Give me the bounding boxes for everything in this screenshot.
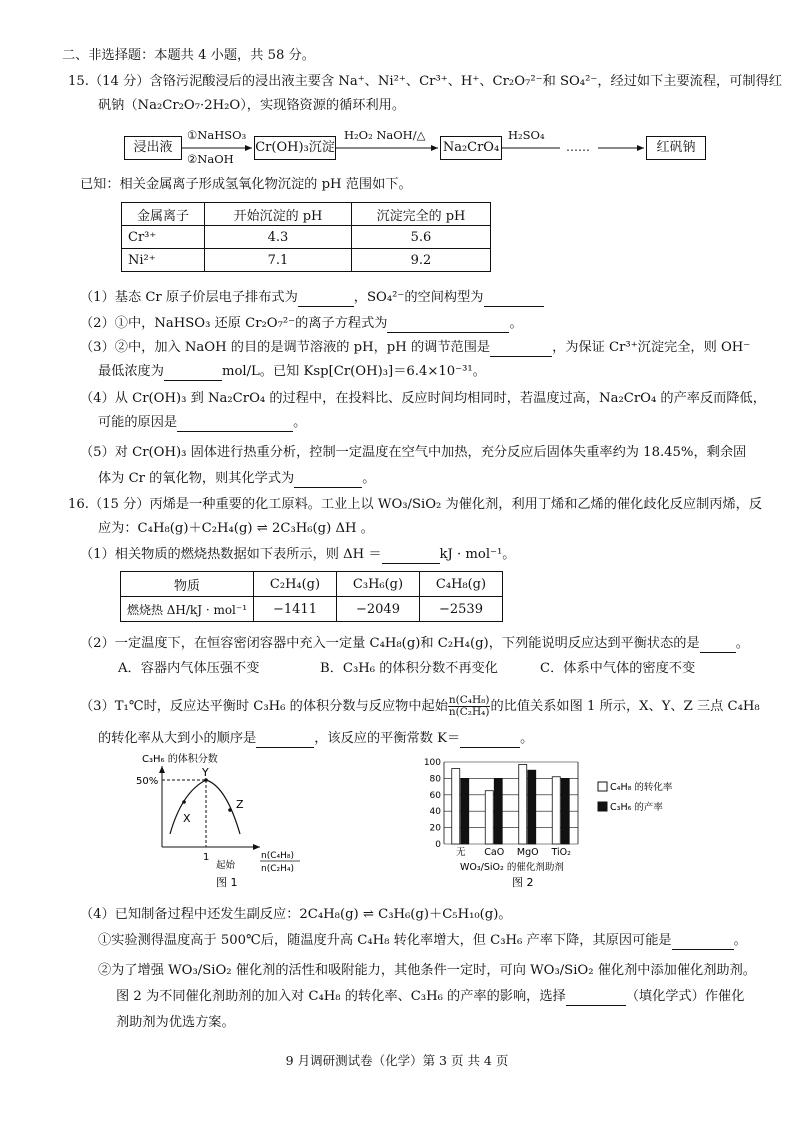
ratio-fraction xyxy=(448,695,491,718)
q15-p5-text: 体为 Cr 的氧化物，则其化学式为 xyxy=(98,471,295,486)
answer-blank[interactable] xyxy=(484,292,544,307)
table-header: C₃H₆(g) xyxy=(337,572,420,597)
q16-p3-text4: ，该反应的平衡常数 K＝ xyxy=(314,731,461,746)
fig1-xlabel-num: n(C₄H₈) xyxy=(261,851,294,861)
fig2-category-label: TiO₂ xyxy=(551,847,571,858)
q15-p3-text4: mol/L。已知 Ksp[Cr(OH)₃]＝6.4×10⁻³¹。 xyxy=(221,364,486,379)
q15-part5-line1: （5）对 Cr(OH)₃ 固体进行热重分析，控制一定温度在空气中加热，充分反应后固体失重率约为 18.45%，剩余固 xyxy=(80,445,747,460)
table-cell: −2539 xyxy=(420,597,503,622)
q16-p3-text: （3）T₁℃时，反应达平衡时 C₃H₆ 的体积分数与反应物中起始 xyxy=(80,699,448,714)
answer-blank[interactable] xyxy=(177,417,293,432)
fig2-ytick-label: 100 xyxy=(423,758,441,768)
answer-blank[interactable] xyxy=(164,366,222,381)
q15-part3-line1 xyxy=(80,339,750,357)
fig1-label-y: Y xyxy=(202,766,209,779)
table-header: 沉淀完全的 pH xyxy=(352,203,491,226)
fig2-category-label: CaO xyxy=(484,847,505,858)
table-cell: 7.1 xyxy=(205,249,352,272)
q16-p3-text3: 的转化率从大到小的顺序是 xyxy=(98,731,257,746)
table-cell: 燃烧热 ΔH/kJ · mol⁻¹ xyxy=(121,597,254,622)
table-cell: 4.3 xyxy=(205,226,352,249)
flow-step2-top: H₂O₂ NaOH/△ xyxy=(344,128,426,142)
fig2-bar-conversion xyxy=(485,791,493,844)
answer-blank[interactable] xyxy=(490,342,552,357)
fig2-bar-yield xyxy=(461,778,469,844)
flow-arrows xyxy=(0,0,794,200)
fig2-ytick-label: 20 xyxy=(429,823,441,834)
fig2-bar-conversion xyxy=(552,777,560,844)
answer-blank[interactable] xyxy=(298,292,354,307)
table-cell: 5.6 xyxy=(352,226,491,249)
q16-part2 xyxy=(80,635,749,653)
section-heading: 二、非选择题：本题共 4 小题，共 58 分。 xyxy=(62,48,315,63)
flow-step1-top: ①NaHSO₃ xyxy=(187,128,247,142)
answer-blank[interactable] xyxy=(256,733,314,748)
fig2-bar-yield xyxy=(494,778,502,844)
table-cell: −2049 xyxy=(337,597,420,622)
answer-blank[interactable] xyxy=(382,549,440,564)
q16-p4-2-text: 图 2 为不同催化剂助剂的加入对 C₄H₈ 的转化率、C₃H₆ 的产率的影响，选择 xyxy=(116,989,566,1004)
q15-p5-end: 。 xyxy=(362,471,376,486)
fig2-bar-conversion xyxy=(519,764,527,844)
q15-stem-line1: 15.（14 分）含铬污泥酸浸后的浸出液主要含 Na⁺、Ni²⁺、Cr³⁺、H⁺、Cr₂O₇²⁻和 SO₄²⁻，经过如下主要流程，可制得红 xyxy=(68,74,782,89)
fig2-category-label: 无 xyxy=(455,847,466,858)
answer-blank[interactable] xyxy=(700,638,736,653)
option-b[interactable]: B．C₃H₆ 的体积分数不再变化 xyxy=(320,661,498,676)
q15-p3-text2: ，为保证 Cr³⁺沉淀完全，则 OH⁻ xyxy=(552,340,751,355)
fraction-numerator: n(C₄H₈) xyxy=(448,694,490,706)
q15-stem-line2: 矾钠（Na₂Cr₂O₇·2H₂O），实现铬资源的循环利用。 xyxy=(98,98,406,113)
page-footer: 9 月调研测试卷（化学）第 3 页 共 4 页 xyxy=(285,1053,509,1068)
fig2-category-label: MgO xyxy=(516,847,539,858)
figure-1 xyxy=(120,752,320,892)
q16-p4-1-text: ①实验测得温度高于 500℃后，随温度升高 C₄H₈ 转化率增大，但 C₃H₆ 产率下降，其原因可能是 xyxy=(98,933,672,948)
q16-part4-2-line3: 剂助剂为优选方案。 xyxy=(116,1015,235,1030)
fig2-bar-yield xyxy=(528,770,536,844)
fig1-xlabel-den: n(C₂H₄) xyxy=(261,864,294,874)
q15-part4-line1: （4）从 Cr(OH)₃ 到 Na₂CrO₄ 的过程中，在投料比、反应时间均相同时，若温度过高，Na₂CrO₄ 的产率反而降低， xyxy=(80,391,766,406)
answer-blank[interactable] xyxy=(460,733,520,748)
q15-p4-end: 。 xyxy=(293,415,307,430)
q16-part4-2-line2 xyxy=(116,988,744,1006)
option-a[interactable]: A．容器内气体压强不变 xyxy=(118,661,260,676)
q16-part3-line1 xyxy=(80,692,760,722)
q16-combustion-table xyxy=(120,571,503,622)
fig1-ytick: 50% xyxy=(136,776,159,787)
q15-part5-line2 xyxy=(98,470,375,488)
q16-part3-line2 xyxy=(98,730,533,748)
q16-part1 xyxy=(80,546,516,564)
table-cell: Ni²⁺ xyxy=(122,249,205,272)
table-header: 物质 xyxy=(121,572,254,597)
figure-2-bar-chart xyxy=(420,752,730,892)
flow-box-leachate: 浸出液 xyxy=(124,136,182,160)
flow-step1-bottom: ②NaOH xyxy=(187,152,234,166)
q16-p3-end: 。 xyxy=(520,731,534,746)
fig1-xlabel-pre: 起始 xyxy=(216,860,236,871)
legend-swatch-yield xyxy=(598,802,607,811)
q15-p2-end: 。 xyxy=(509,316,523,331)
q15-p1-text: （1）基态 Cr 原子价层电子排布式为 xyxy=(80,290,298,305)
answer-blank[interactable] xyxy=(566,991,626,1006)
q15-part1 xyxy=(80,289,544,307)
table-cell: Cr³⁺ xyxy=(122,226,205,249)
option-c[interactable]: C．体系中气体的密度不变 xyxy=(540,661,696,676)
table-header: C₄H₈(g) xyxy=(420,572,503,597)
flow-box-croh3: Cr(OH)₃沉淀 xyxy=(254,136,336,160)
q16-p4-2-text2: （填化学式）作催化 xyxy=(625,989,745,1004)
fig1-point-z xyxy=(228,808,232,812)
answer-blank[interactable] xyxy=(387,318,509,333)
q16-p1-unit: kJ · mol⁻¹。 xyxy=(439,547,516,562)
legend-label-yield: C₃H₆ 的产率 xyxy=(610,802,663,813)
q15-p2-text: （2）①中，NaHSO₃ 还原 Cr₂O₇²⁻的离子方程式为 xyxy=(80,316,388,331)
q16-part4-1 xyxy=(98,932,747,950)
fig2-ytick-label: 60 xyxy=(429,790,441,801)
q16-p1-text: （1）相关物质的燃烧热数据如下表所示，则 ΔH ＝ xyxy=(80,547,382,562)
q16-stem-line1: 16.（15 分）丙烯是一种重要的化工原料。工业上以 WO₃/SiO₂ 为催化剂，利用丁烯和乙烯的催化歧化反应制丙烯，反 xyxy=(68,497,763,512)
flow-box-product: 红矾钠 xyxy=(646,136,706,160)
q16-p4-1-end: 。 xyxy=(733,933,747,948)
fig2-ytick-label: 40 xyxy=(429,807,441,818)
answer-blank[interactable] xyxy=(294,473,362,488)
q16-stem-line2: 应为：C₄H₈(g)＋C₂H₄(g) ⇌ 2C₃H₆(g) ΔH 。 xyxy=(98,521,374,536)
table-cell: 9.2 xyxy=(352,249,491,272)
table-header: 开始沉淀的 pH xyxy=(205,203,352,226)
table-header: C₂H₄(g) xyxy=(254,572,337,597)
legend-swatch-conversion xyxy=(598,782,607,791)
q16-p2-end: 。 xyxy=(735,636,749,651)
q15-p3-text3: 最低浓度为 xyxy=(98,364,164,379)
fig2-ytick-label: 0 xyxy=(435,840,441,850)
q16-part4: （4）已知制备过程中还发生副反应：2C₄H₈(g) ⇌ C₃H₆(g)＋C₅H₁₀(g)。 xyxy=(80,907,512,922)
fig2-ytick-label: 80 xyxy=(429,774,441,785)
q15-part2 xyxy=(80,315,523,333)
table-header: 金属离子 xyxy=(122,203,205,226)
q16-p2-text: （2）一定温度下，在恒容密闭容器中充入一定量 C₄H₈(g)和 C₂H₄(g)，下列能说明反应达到平衡状态的是 xyxy=(80,636,700,651)
flow-dots: …… xyxy=(566,140,590,154)
q15-ph-table xyxy=(121,202,491,272)
flow-box-na2cro4: Na₂CrO₄ xyxy=(440,136,502,160)
q16-part4-2-line1: ②为了增强 WO₃/SiO₂ 催化剂的活性和吸附能力，其他条件一定时，可向 WO₃/SiO₂ 催化剂中添加催化剂助剂。 xyxy=(98,963,756,978)
fig2-caption: 图 2 xyxy=(512,876,534,889)
fig2-bar-yield xyxy=(561,778,569,844)
answer-blank[interactable] xyxy=(672,935,734,950)
fig1-label-x: X xyxy=(183,812,191,825)
legend-label-conversion: C₄H₈ 的转化率 xyxy=(610,782,673,793)
q15-known: 已知：相关金属离子形成氢氧化物沉淀的 pH 范围如下。 xyxy=(80,177,412,192)
q15-p3-text: （3）②中，加入 NaOH 的目的是调节溶液的 pH，pH 的调节范围是 xyxy=(80,340,491,355)
fig2-xlabel: WO₃/SiO₂ 的催化剂助剂 xyxy=(460,862,564,873)
fig1-point-x xyxy=(182,800,186,804)
q15-p4-text: 可能的原因是 xyxy=(98,415,178,430)
fig1-xtick: 1 xyxy=(203,852,210,863)
q15-p1-text2: ，SO₄²⁻的空间构型为 xyxy=(353,290,484,305)
table-cell: −1411 xyxy=(254,597,337,622)
fig2-bar-conversion xyxy=(452,769,460,844)
q16-p3-text2: 的比值关系如图 1 所示，X、Y、Z 三点 C₄H₈ xyxy=(490,699,760,714)
fig1-curve xyxy=(170,780,240,834)
fig1-caption: 图 1 xyxy=(216,876,238,889)
fraction-denominator: n(C₂H₄) xyxy=(448,706,490,718)
fig1-label-z: Z xyxy=(236,798,244,811)
q15-part3-line2 xyxy=(98,363,486,381)
flow-step3-top: H₂SO₄ xyxy=(508,128,545,142)
q15-part4-line2 xyxy=(98,414,306,432)
fig1-ylabel: C₃H₆ 的体积分数 xyxy=(142,754,218,765)
